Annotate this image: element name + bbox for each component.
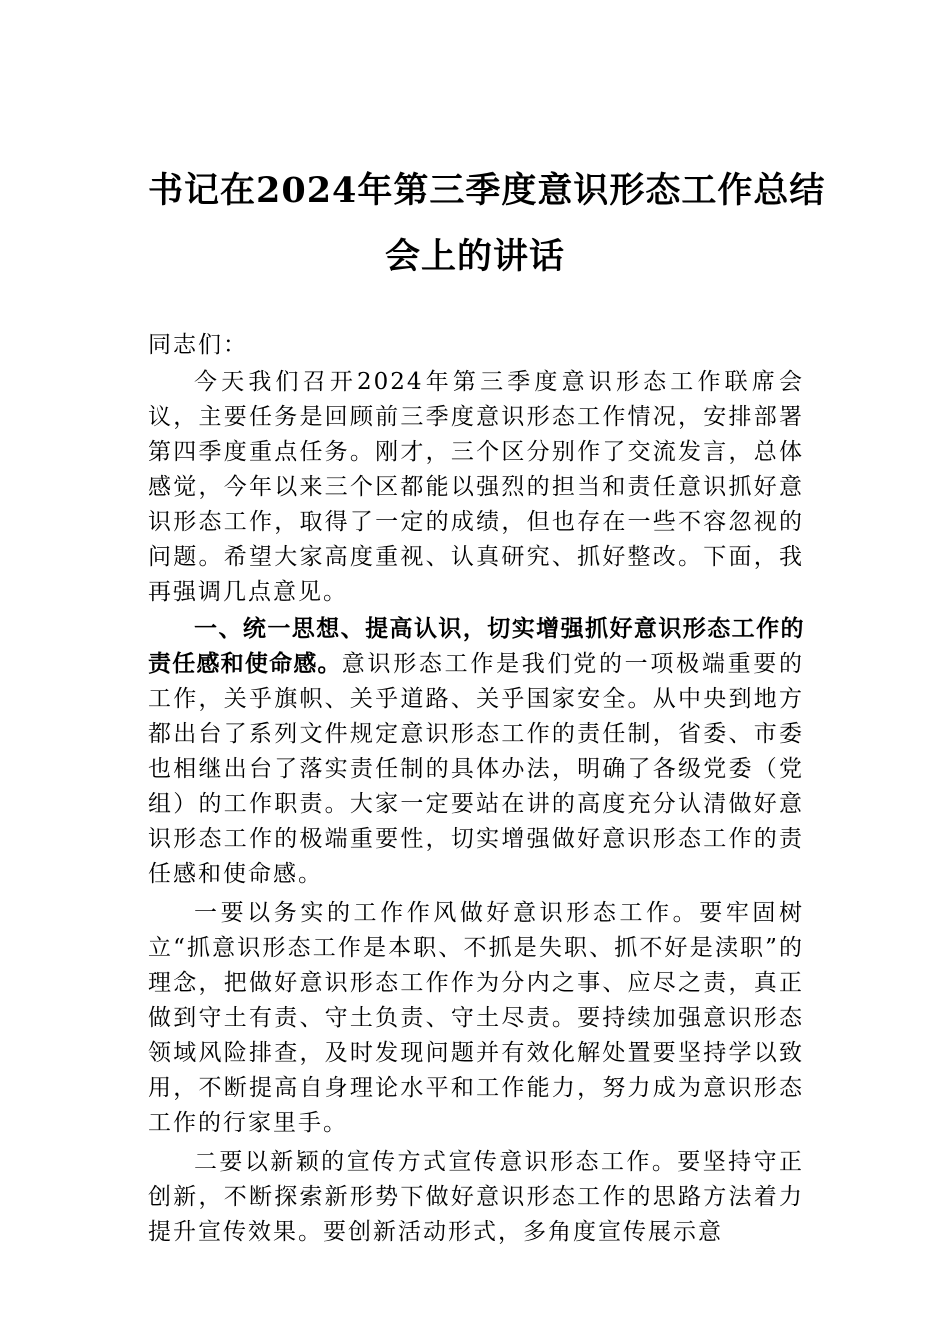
document-title — [148, 158, 826, 290]
section-1-heading: 一、统一思想、提高认识，切实增强抓好意识形态工作的责任感和使命感。 — [148, 616, 804, 677]
paragraph-intro: 今天我们召开2024年第三季度意识形态工作联席会议，主要任务是回顾前三季度意识形态工作情况，安排部署第四季度重点任务。刚才，三个区分别作了交流发言，总体感觉，今年以来三个区都能以强烈的担当和责任意识抓好意识形态工作，取得了一定的成绩，但也存在一些不容忽视的问题。希望大家高度重视、认真研究、抓好整改。下面，我再强调几点意见。 — [148, 369, 804, 605]
document-body — [148, 328, 804, 1250]
salutation: 同志们： — [148, 332, 248, 358]
section-1-body: 意识形态工作是我们党的一项极端重要的工作，关乎旗帜、关乎道路、关乎国家安全。从中央到地方都出台了系列文件规定意识形态工作的责任制，省委、市委也相继出台了落实责任制的具体办法，明确了各级党委（党组）的工作职责。大家一定要站在讲的高度充分认清做好意识形态工作的极端重要性，切实增强做好意识形态工作的责任感和使命感。 — [148, 651, 805, 887]
paragraph-point-2: 二要以新颖的宣传方式宣传意识形态工作。要坚持守正创新，不断探索新形势下做好意识形态工作的思路方法着力提升宣传效果。要创新活动形式，多角度宣传展示意 — [148, 1149, 804, 1245]
title-line-1: 书记在2024年第三季度意识形态工作总结 — [148, 170, 826, 211]
title-line-2: 会上的讲话 — [384, 236, 565, 277]
paragraph-point-1: 一要以务实的工作作风做好意识形态工作。要牢固树立“抓意识形态工作是本职、不抓是失职、抓不好是渎职”的理念，把做好意识形态工作作为分内之事、应尽之责，真正做到守土有责、守土负责、守土尽责。要持续加强意识形态领域风险排查，及时发现问题并有效化解处置要坚持学以致用，不断提高自身理论水平和工作能力，努力成为意识形态工作的行家里手。 — [148, 900, 804, 1136]
paragraph-section-1 — [148, 612, 804, 892]
